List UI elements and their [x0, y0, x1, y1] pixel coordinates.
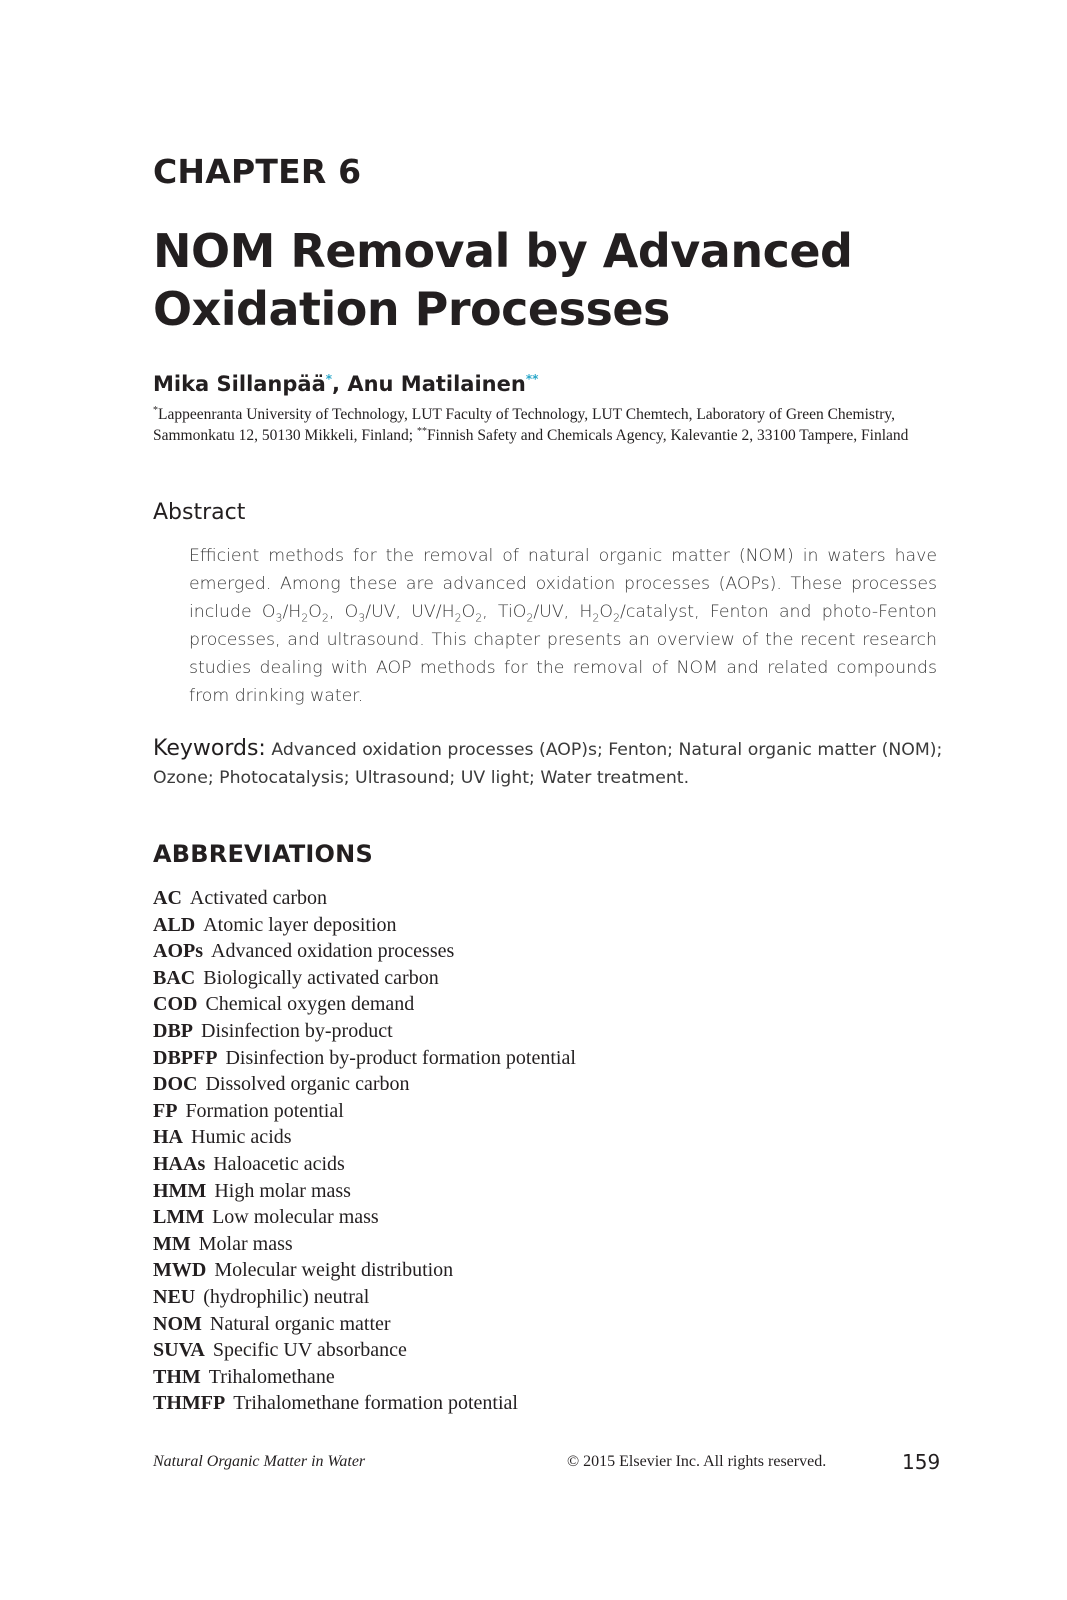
abbreviation-item: [153, 1257, 576, 1284]
abbreviation-term: HA: [153, 1126, 183, 1149]
abbreviation-item: [153, 912, 576, 939]
abbreviation-term: AOPs: [153, 940, 203, 963]
abbreviation-term: HMM: [153, 1179, 207, 1202]
abbreviation-definition: Molecular weight distribution: [214, 1259, 454, 1282]
abbreviation-term: AC: [153, 887, 182, 909]
abbreviation-term: THM: [153, 1365, 201, 1388]
abbreviation-definition: Formation potential: [185, 1099, 344, 1122]
author-affiliation-mark: **: [525, 372, 539, 386]
abbreviation-definition: Low molecular mass: [212, 1206, 379, 1229]
keywords-label: Keywords:: [153, 736, 266, 761]
abstract-text: , O: [328, 602, 359, 622]
abbreviation-definition: Trihalomethane: [208, 1365, 335, 1388]
subscript: 2: [301, 611, 309, 625]
abbreviation-item: [153, 1178, 576, 1205]
abbreviation-definition: High molar mass: [214, 1179, 351, 1202]
abbreviation-item: [153, 1231, 576, 1258]
subscript: 2: [613, 611, 620, 625]
abbreviation-term: NEU: [153, 1285, 196, 1308]
abbreviation-definition: Natural organic matter: [209, 1312, 391, 1335]
affiliation-mark: **: [416, 425, 427, 437]
subscript: 3: [275, 611, 283, 625]
abbreviation-term: BAC: [153, 966, 196, 989]
abbreviation-definition: Haloacetic acids: [213, 1152, 345, 1175]
abstract-text: O: [599, 602, 613, 622]
chapter-label: CHAPTER 6: [153, 152, 362, 191]
author-name: Mika Sillanpää: [153, 372, 326, 396]
abbreviation-term: HAAs: [153, 1152, 206, 1175]
abbreviations-list: [153, 885, 576, 1417]
abstract-text: , TiO: [482, 602, 527, 622]
abbreviation-term: DBP: [153, 1019, 193, 1042]
subscript: 3: [358, 611, 366, 625]
abbreviation-term: FP: [153, 1099, 178, 1122]
abbreviation-term: COD: [153, 993, 198, 1016]
abbreviation-definition: Chemical oxygen demand: [205, 993, 415, 1016]
abbreviation-item: [153, 1071, 576, 1098]
abbreviation-item: [153, 1311, 576, 1338]
abbreviation-term: DOC: [153, 1073, 198, 1096]
abbreviation-item: [153, 938, 576, 965]
abstract-text: Efficient methods for the removal of natural organic matter (NOM) in waters have emerged. Among these are advanced oxidation processes (AOPs). These processes include O: [189, 546, 937, 622]
abbreviation-item: [153, 885, 576, 912]
abbreviation-term: DBPFP: [153, 1046, 218, 1069]
abstract-text: /H: [282, 602, 302, 622]
author-separator: ,: [332, 372, 348, 396]
affiliation-text-1: Lappeenranta University of Technology, LUT Faculty of Technology, LUT Chemtech, Laboratory of Green Chemistry, Sammonkatu 12, 50130 Mikkeli, Finland;: [153, 406, 896, 444]
page-number: 159: [902, 1450, 941, 1474]
affiliation-text: [153, 404, 943, 446]
abstract-text: /catalyst, Fenton and photo-Fenton processes, and ultrasound. This chapter presents an overview of the recent research studies dealing with AOP methods for the removal of NOM and related compounds from drinking water.: [189, 602, 937, 706]
affiliation-mark: *: [153, 404, 158, 416]
keywords-text: Advanced oxidation processes (AOP)s; Fenton; Natural organic matter (NOM); Ozone; Photocatalysis; Ultrasound; UV light; Water treatment.: [153, 740, 943, 788]
abbreviation-definition: (hydrophilic) neutral: [203, 1285, 370, 1308]
abbreviation-item: [153, 1098, 576, 1125]
abbreviation-term: THMFP: [153, 1392, 226, 1415]
author-list: [153, 372, 538, 396]
abbreviation-definition: Disinfection by-product formation potential: [225, 1046, 576, 1069]
abbreviation-term: MWD: [153, 1259, 207, 1282]
abbreviation-item: [153, 1337, 576, 1364]
abstract-heading: Abstract: [153, 500, 246, 525]
abbreviation-definition: Disinfection by-product: [201, 1019, 393, 1042]
abbreviation-term: SUVA: [153, 1339, 205, 1362]
abbreviation-definition: Biologically activated carbon: [203, 966, 439, 989]
abbreviation-item: [153, 1284, 576, 1311]
abbreviation-item: [153, 1018, 576, 1045]
keywords: [153, 735, 943, 792]
abbreviation-item: [153, 1124, 576, 1151]
subscript: 2: [475, 611, 483, 625]
abstract-text: O: [461, 602, 476, 622]
chapter-title-line1: NOM Removal by Advanced: [153, 224, 853, 278]
abbreviation-item: [153, 1390, 576, 1417]
abbreviation-item: [153, 1364, 576, 1391]
author-name: Anu Matilainen: [347, 372, 526, 396]
abbreviation-item: [153, 1045, 576, 1072]
abbreviation-definition: Dissolved organic carbon: [205, 1073, 410, 1096]
subscript: 2: [321, 611, 329, 625]
abbreviation-definition: Specific UV absorbance: [212, 1339, 407, 1362]
author-affiliation-mark: *: [325, 372, 333, 386]
abbreviation-definition: Activated carbon: [189, 887, 328, 909]
chapter-title: [153, 222, 953, 338]
subscript: 2: [526, 611, 534, 625]
abstract-text: /UV, H: [533, 602, 593, 622]
abstract-text: O: [308, 602, 322, 622]
subscript: 2: [454, 611, 462, 625]
abbreviation-item: [153, 1151, 576, 1178]
subscript: 2: [592, 611, 600, 625]
abstract-body: [189, 542, 937, 710]
footer-copyright: © 2015 Elsevier Inc. All rights reserved.: [567, 1453, 827, 1470]
abbreviation-term: MM: [153, 1232, 191, 1255]
abbreviation-item: [153, 965, 576, 992]
abbreviation-definition: Molar mass: [198, 1232, 293, 1255]
chapter-title-line2: Oxidation Processes: [153, 282, 670, 336]
abbreviation-item: [153, 991, 576, 1018]
abbreviation-term: ALD: [153, 913, 196, 936]
abbreviation-term: LMM: [153, 1206, 205, 1229]
abbreviation-definition: Humic acids: [191, 1126, 292, 1149]
abbreviation-definition: Atomic layer deposition: [203, 913, 397, 936]
abbreviation-term: NOM: [153, 1312, 202, 1335]
abstract-text: /UV, UV/H: [365, 602, 455, 622]
footer-book-title: Natural Organic Matter in Water: [153, 1453, 366, 1470]
abbreviation-definition: Trihalomethane formation potential: [233, 1392, 518, 1415]
affiliation-text-2: Finnish Safety and Chemicals Agency, Kalevantie 2, 33100 Tampere, Finland: [426, 427, 909, 444]
abbreviation-item: [153, 1204, 576, 1231]
abbreviation-definition: Advanced oxidation processes: [211, 940, 455, 963]
abbreviations-heading: ABBREVIATIONS: [153, 840, 373, 868]
